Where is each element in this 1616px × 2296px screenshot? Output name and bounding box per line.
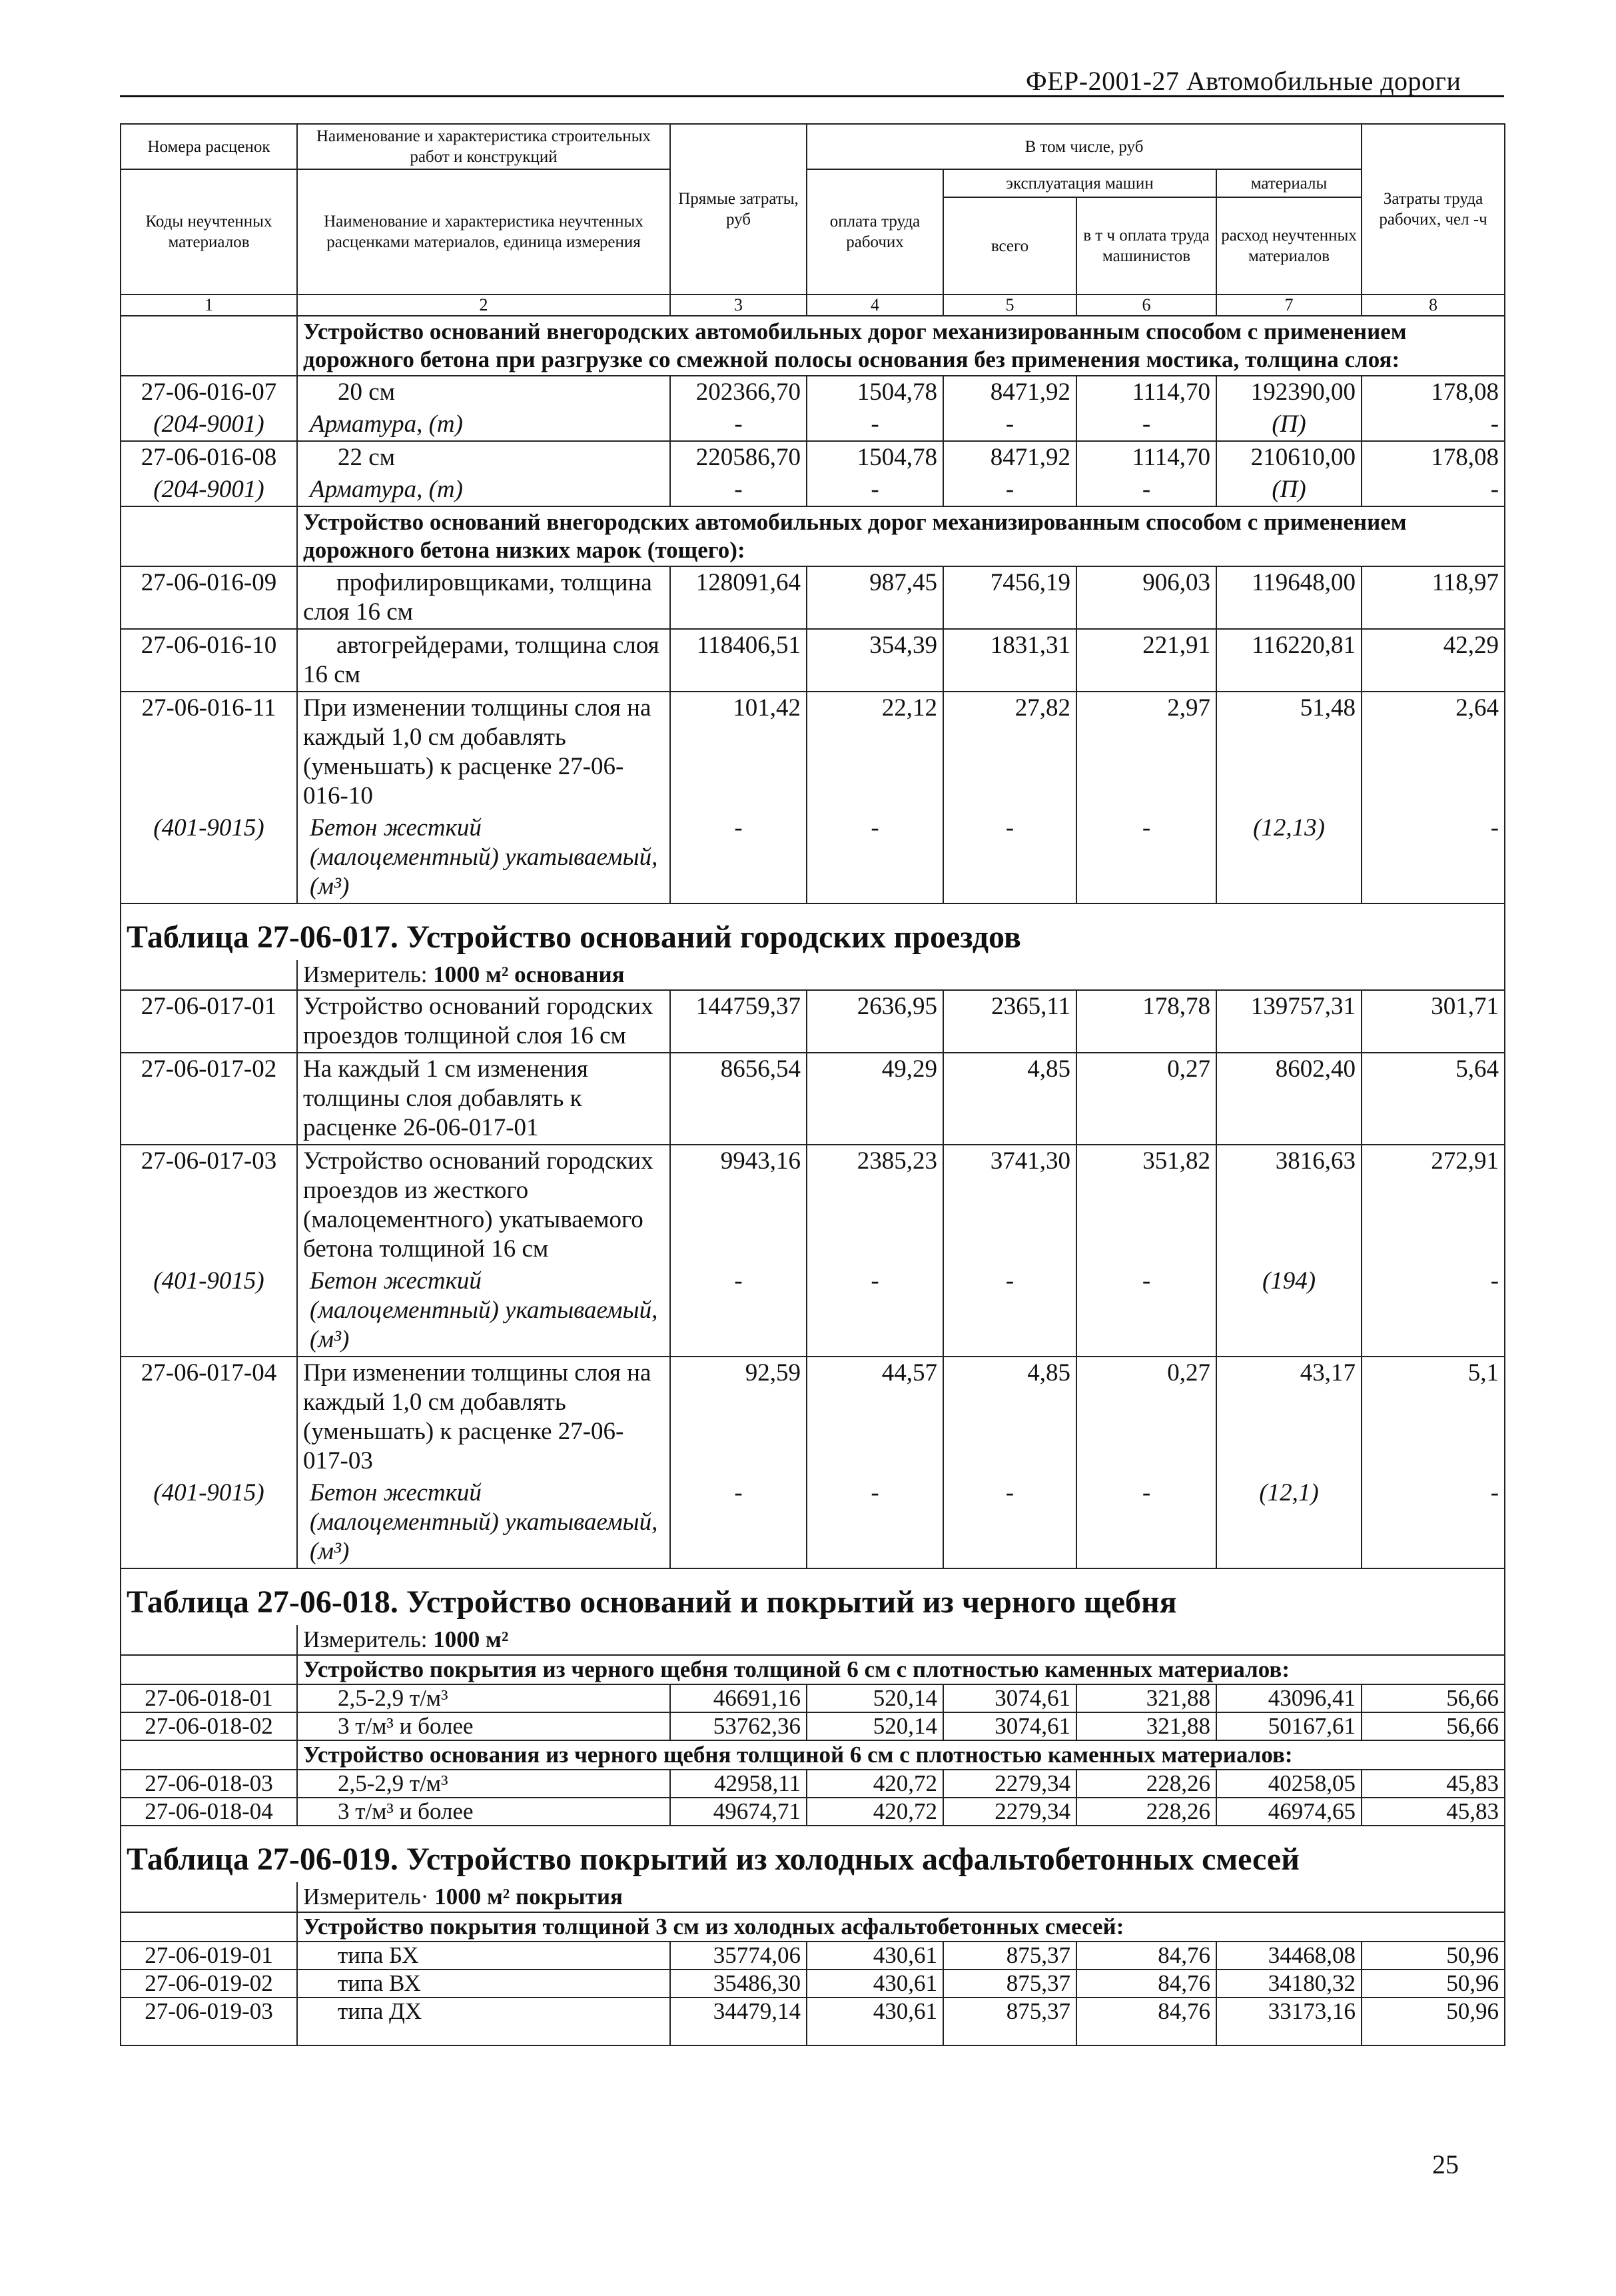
material-code: (204-9001): [121, 474, 297, 506]
blank-cell: [121, 1912, 297, 1942]
cell-value: 40258,05: [1216, 1770, 1362, 1798]
cell-value: 50,96: [1362, 1970, 1505, 1998]
table-row: [121, 629, 1505, 692]
material-code: (401-9015): [121, 1265, 297, 1357]
blank-cell: [121, 1740, 297, 1770]
cell-value: 1831,31: [943, 629, 1076, 692]
cell-value: -: [807, 1265, 943, 1357]
cell-value: 2365,11: [943, 990, 1076, 1053]
cell-value: -: [1362, 1265, 1505, 1357]
cell-value: 27,82: [943, 692, 1076, 812]
section-title: Устройство покрытия из черного щебня толщиной 6 см с плотностью каменных материалов:: [297, 1655, 1505, 1684]
section-title: [297, 316, 1505, 376]
cell-value: (12,1): [1216, 1477, 1362, 1568]
cell-value: 272,91: [1362, 1145, 1505, 1265]
material-name: Бетон жесткий (малоцементный) укатываемый, (м³): [297, 1265, 670, 1357]
meter-value: 1000 м²: [433, 1626, 509, 1652]
cell-value: 144759,37: [670, 990, 807, 1053]
cell-value: -: [670, 812, 807, 903]
colhead-c4: оплата труда рабочих: [807, 169, 943, 294]
colhead-c2a: Наименование и характеристика строительных работ и конструкций: [297, 124, 670, 169]
col-index: 2: [297, 294, 670, 316]
section-heading: [121, 316, 1505, 376]
cell-value: -: [807, 474, 943, 506]
cell-value: -: [670, 408, 807, 441]
rate-name: типа БХ: [297, 1942, 670, 1970]
rate-code: 27-06-016-09: [121, 566, 297, 629]
cell-value: 42,29: [1362, 629, 1505, 692]
table-row: [121, 1684, 1505, 1712]
section-title: [297, 506, 1505, 566]
meter-value: 1000 м² покрытия: [434, 1884, 623, 1910]
cell-value: 49674,71: [670, 1798, 807, 1826]
cell-value: 118,97: [1362, 566, 1505, 629]
rate-name: На каждый 1 см изменения толщины слоя добавлять к расценке 26-06-017-01: [297, 1053, 670, 1145]
cell-value: 33173,16: [1216, 1998, 1362, 2045]
rate-code: 27-06-017-04: [121, 1357, 297, 1477]
cell-value: 7456,19: [943, 566, 1076, 629]
cell-value: 46974,65: [1216, 1798, 1362, 1826]
rate-name: 3 т/м³ и более: [297, 1712, 670, 1740]
cell-value: 906,03: [1076, 566, 1216, 629]
meter-row: [121, 960, 1505, 990]
cell-value: 3074,61: [943, 1684, 1076, 1712]
price-table: [120, 123, 1505, 2046]
rate-name: 2,5-2,9 т/м³: [297, 1770, 670, 1798]
cell-value: 0,27: [1076, 1357, 1216, 1477]
meter: [297, 960, 1505, 990]
colhead-row-1: [121, 124, 1505, 169]
cell-value: 987,45: [807, 566, 943, 629]
colhead-c5: всего: [943, 197, 1076, 294]
cell-value: 430,61: [807, 1970, 943, 1998]
cell-value: 301,71: [1362, 990, 1505, 1053]
cell-value: 3741,30: [943, 1145, 1076, 1265]
col-index: 6: [1076, 294, 1216, 316]
column-index-row: [121, 294, 1505, 316]
cell-value: 430,61: [807, 1998, 943, 2045]
section-title-line: дорожного бетона при разгрузке со смежной полосы основания без применения мостика, толщина слоя:: [303, 346, 1400, 372]
cell-value: (П): [1216, 408, 1362, 441]
cell-value: -: [1076, 474, 1216, 506]
cell-value: 875,37: [943, 1998, 1076, 2045]
colhead-mat: материалы: [1216, 169, 1362, 197]
cell-value: 42958,11: [670, 1770, 807, 1798]
table-row: [121, 1942, 1505, 1970]
colhead-c8: Затраты труда рабочих, чел -ч: [1362, 124, 1505, 294]
table-title-row: [121, 1826, 1505, 1882]
cell-value: 101,42: [670, 692, 807, 812]
cell-value: -: [807, 408, 943, 441]
section-heading: [121, 1740, 1505, 1770]
cell-value: 178,08: [1362, 441, 1505, 474]
rate-name: профилировщиками, толщина слоя 16 см: [297, 566, 670, 629]
rate-name: Устройство оснований городских проездов толщиной слоя 16 см: [297, 990, 670, 1053]
table-row: [121, 1998, 1505, 2045]
cell-value: 354,39: [807, 629, 943, 692]
meter: [297, 1882, 1505, 1912]
material-name: Арматура, (т): [297, 408, 670, 441]
material-code: (401-9015): [121, 812, 297, 903]
table-row: [121, 474, 1505, 506]
cell-value: 8656,54: [670, 1053, 807, 1145]
cell-value: (П): [1216, 474, 1362, 506]
cell-value: 3074,61: [943, 1712, 1076, 1740]
table-row: [121, 1970, 1505, 1998]
colhead-expl: эксплуатация машин: [943, 169, 1216, 197]
col-index: 4: [807, 294, 943, 316]
rate-name: Устройство оснований городских проездов из жесткого (малоцементного) укатываемого бетона толщиной 16 см: [297, 1145, 670, 1265]
cell-value: 50,96: [1362, 1942, 1505, 1970]
table-row: [121, 1770, 1505, 1798]
cell-value: 192390,00: [1216, 376, 1362, 408]
colhead-c3: Прямые затраты, руб: [670, 124, 807, 294]
meter-label: Измеритель·: [303, 1884, 429, 1910]
cell-value: -: [807, 1477, 943, 1568]
rate-code: 27-06-016-07: [121, 376, 297, 408]
cell-value: 84,76: [1076, 1998, 1216, 2045]
rate-code: 27-06-019-02: [121, 1970, 297, 1998]
blank-cell: [121, 506, 297, 566]
cell-value: 56,66: [1362, 1684, 1505, 1712]
table-row: [121, 1798, 1505, 1826]
section-heading: [121, 1655, 1505, 1684]
cell-value: 420,72: [807, 1770, 943, 1798]
cell-value: -: [670, 474, 807, 506]
cell-value: -: [670, 1265, 807, 1357]
table-row: [121, 990, 1505, 1053]
table-row: [121, 692, 1505, 812]
cell-value: -: [1076, 1265, 1216, 1357]
rate-code: 27-06-016-08: [121, 441, 297, 474]
cell-value: 34468,08: [1216, 1942, 1362, 1970]
cell-value: 46691,16: [670, 1684, 807, 1712]
cell-value: 34180,32: [1216, 1970, 1362, 1998]
cell-value: 520,14: [807, 1684, 943, 1712]
table-row: [121, 1357, 1505, 1477]
rate-code: 27-06-016-10: [121, 629, 297, 692]
cell-value: 2,97: [1076, 692, 1216, 812]
cell-value: 2385,23: [807, 1145, 943, 1265]
table-row: [121, 376, 1505, 408]
cell-value: 1504,78: [807, 376, 943, 408]
section-title: Устройство основания из черного щебня толщиной 6 см с плотностью каменных материалов:: [297, 1740, 1505, 1770]
cell-value: 321,88: [1076, 1684, 1216, 1712]
rate-code: 27-06-018-03: [121, 1770, 297, 1798]
cell-value: 202366,70: [670, 376, 807, 408]
cell-value: 420,72: [807, 1798, 943, 1826]
colhead-row-2: [121, 169, 1505, 197]
rate-code: 27-06-017-03: [121, 1145, 297, 1265]
colhead-c1b: Коды неучтенных материалов: [121, 169, 297, 294]
meter-row: [121, 1882, 1505, 1912]
header-rule: [120, 95, 1504, 97]
section-heading: [121, 506, 1505, 566]
cell-value: 3816,63: [1216, 1145, 1362, 1265]
cell-value: 128091,64: [670, 566, 807, 629]
cell-value: 53762,36: [670, 1712, 807, 1740]
rate-name: 20 см: [297, 376, 670, 408]
colhead-c1a: Номера расценок: [121, 124, 297, 169]
cell-value: 43096,41: [1216, 1684, 1362, 1712]
cell-value: (12,13): [1216, 812, 1362, 903]
cell-value: -: [1076, 408, 1216, 441]
cell-value: 210610,00: [1216, 441, 1362, 474]
cell-value: 44,57: [807, 1357, 943, 1477]
table-row: [121, 1265, 1505, 1357]
cell-value: 228,26: [1076, 1798, 1216, 1826]
cell-value: 49,29: [807, 1053, 943, 1145]
cell-value: 139757,31: [1216, 990, 1362, 1053]
cell-value: 2,64: [1362, 692, 1505, 812]
rate-code: 27-06-017-01: [121, 990, 297, 1053]
col-index: 7: [1216, 294, 1362, 316]
table-row: [121, 566, 1505, 629]
cell-value: 34479,14: [670, 1998, 807, 2045]
cell-value: 228,26: [1076, 1770, 1216, 1798]
cell-value: -: [1362, 474, 1505, 506]
cell-value: -: [1076, 1477, 1216, 1568]
material-code: (204-9001): [121, 408, 297, 441]
table-title-row: [121, 1568, 1505, 1625]
cell-value: 51,48: [1216, 692, 1362, 812]
table-row: [121, 441, 1505, 474]
cell-value: 9943,16: [670, 1145, 807, 1265]
cell-value: 50,96: [1362, 1998, 1505, 2045]
cell-value: 84,76: [1076, 1942, 1216, 1970]
cell-value: 45,83: [1362, 1770, 1505, 1798]
cell-value: 178,08: [1362, 376, 1505, 408]
cell-value: 520,14: [807, 1712, 943, 1740]
blank-cell: [121, 1655, 297, 1684]
cell-value: 4,85: [943, 1357, 1076, 1477]
cell-value: -: [943, 812, 1076, 903]
table-title-row: [121, 903, 1505, 960]
cell-value: 0,27: [1076, 1053, 1216, 1145]
cell-value: 8471,92: [943, 441, 1076, 474]
cell-value: -: [943, 1477, 1076, 1568]
cell-value: -: [943, 474, 1076, 506]
meter: [297, 1625, 1505, 1655]
colhead-c6: в т ч оплата труда машинистов: [1076, 197, 1216, 294]
cell-value: -: [943, 408, 1076, 441]
colhead-c7: расход неучтенных материалов: [1216, 197, 1362, 294]
col-index: 5: [943, 294, 1076, 316]
table-row: [121, 1145, 1505, 1265]
meter-row: [121, 1625, 1505, 1655]
cell-value: -: [670, 1477, 807, 1568]
table-row: [121, 812, 1505, 903]
cell-value: 116220,81: [1216, 629, 1362, 692]
rate-name: При изменении толщины слоя на каждый 1,0 см добавлять (уменьшать) к расценке 27-06-016-10: [297, 692, 670, 812]
cell-value: 875,37: [943, 1942, 1076, 1970]
table-title: Таблица 27-06-019. Устройство покрытий из холодных асфальтобетонных смесей: [121, 1826, 1505, 1882]
page-number: 25: [1432, 2149, 1459, 2179]
table-row: [121, 1712, 1505, 1740]
cell-value: 22,12: [807, 692, 943, 812]
cell-value: -: [1362, 408, 1505, 441]
material-code: (401-9015): [121, 1477, 297, 1568]
material-name: Бетон жесткий (малоцементный) укатываемый, (м³): [297, 812, 670, 903]
cell-value: (194): [1216, 1265, 1362, 1357]
cell-value: 43,17: [1216, 1357, 1362, 1477]
rate-name: 22 см: [297, 441, 670, 474]
meter-label: Измеритель:: [303, 1626, 428, 1652]
table-title: Таблица 27-06-018. Устройство оснований и покрытий из черного щебня: [121, 1568, 1505, 1625]
rate-name: При изменении толщины слоя на каждый 1,0 см добавлять (уменьшать) к расценке 27-06-017-03: [297, 1357, 670, 1477]
running-header: ФЕР-2001-27 Автомобильные дороги: [1026, 66, 1461, 96]
cell-value: 5,64: [1362, 1053, 1505, 1145]
rate-name: 2,5-2,9 т/м³: [297, 1684, 670, 1712]
cell-value: 8471,92: [943, 376, 1076, 408]
cell-value: 35486,30: [670, 1970, 807, 1998]
rate-name: 3 т/м³ и более: [297, 1798, 670, 1826]
cell-value: 321,88: [1076, 1712, 1216, 1740]
rate-code: 27-06-018-01: [121, 1684, 297, 1712]
table-title: Таблица 27-06-017. Устройство оснований городских проездов: [121, 903, 1505, 960]
section-title-line: дорожного бетона низких марок (тощего):: [303, 537, 745, 563]
cell-value: 220586,70: [670, 441, 807, 474]
material-name: Бетон жесткий (малоцементный) укатываемый, (м³): [297, 1477, 670, 1568]
rate-code: 27-06-019-03: [121, 1998, 297, 2045]
cell-value: 2279,34: [943, 1798, 1076, 1826]
cell-value: 84,76: [1076, 1970, 1216, 1998]
cell-value: -: [807, 812, 943, 903]
section-title-line: Устройство оснований внегородских автомобильных дорог механизированным способом с применением: [303, 318, 1407, 344]
cell-value: 92,59: [670, 1357, 807, 1477]
cell-value: 1114,70: [1076, 376, 1216, 408]
colhead-incl: В том числе, руб: [807, 124, 1362, 169]
rate-name: автогрейдерами, толщина слоя 16 см: [297, 629, 670, 692]
cell-value: -: [1076, 812, 1216, 903]
cell-value: 4,85: [943, 1053, 1076, 1145]
col-index: 8: [1362, 294, 1505, 316]
section-title-line: Устройство оснований внегородских автомобильных дорог механизированным способом с применением: [303, 509, 1407, 535]
cell-value: -: [1362, 1477, 1505, 1568]
cell-value: 8602,40: [1216, 1053, 1362, 1145]
rate-code: 27-06-018-02: [121, 1712, 297, 1740]
blank-cell: [121, 316, 297, 376]
cell-value: 2279,34: [943, 1770, 1076, 1798]
cell-value: 50167,61: [1216, 1712, 1362, 1740]
meter-label: Измеритель:: [303, 961, 428, 987]
rate-code: 27-06-016-11: [121, 692, 297, 812]
table-row: [121, 408, 1505, 441]
cell-value: 875,37: [943, 1970, 1076, 1998]
cell-value: 221,91: [1076, 629, 1216, 692]
material-name: Арматура, (т): [297, 474, 670, 506]
rate-name: типа ДХ: [297, 1998, 670, 2045]
rate-code: 27-06-019-01: [121, 1942, 297, 1970]
section-heading: [121, 1912, 1505, 1942]
cell-value: 5,1: [1362, 1357, 1505, 1477]
cell-value: 430,61: [807, 1942, 943, 1970]
rate-name: типа ВХ: [297, 1970, 670, 1998]
cell-value: 35774,06: [670, 1942, 807, 1970]
rate-code: 27-06-017-02: [121, 1053, 297, 1145]
rate-code: 27-06-018-04: [121, 1798, 297, 1826]
section-title: Устройство покрытия толщиной 3 см из холодных асфальтобетонных смесей:: [297, 1912, 1505, 1942]
cell-value: 178,78: [1076, 990, 1216, 1053]
cell-value: 45,83: [1362, 1798, 1505, 1826]
cell-value: 119648,00: [1216, 566, 1362, 629]
colhead-c2b: Наименование и характеристика неучтенных расценками материалов, единица измерения: [297, 169, 670, 294]
col-index: 1: [121, 294, 297, 316]
cell-value: 118406,51: [670, 629, 807, 692]
meter-value: 1000 м² основания: [433, 961, 625, 987]
cell-value: -: [1362, 812, 1505, 903]
cell-value: 351,82: [1076, 1145, 1216, 1265]
cell-value: 1114,70: [1076, 441, 1216, 474]
table-row: [121, 1053, 1505, 1145]
col-index: 3: [670, 294, 807, 316]
table-row: [121, 1477, 1505, 1568]
cell-value: 56,66: [1362, 1712, 1505, 1740]
cell-value: 2636,95: [807, 990, 943, 1053]
cell-value: -: [943, 1265, 1076, 1357]
cell-value: 1504,78: [807, 441, 943, 474]
